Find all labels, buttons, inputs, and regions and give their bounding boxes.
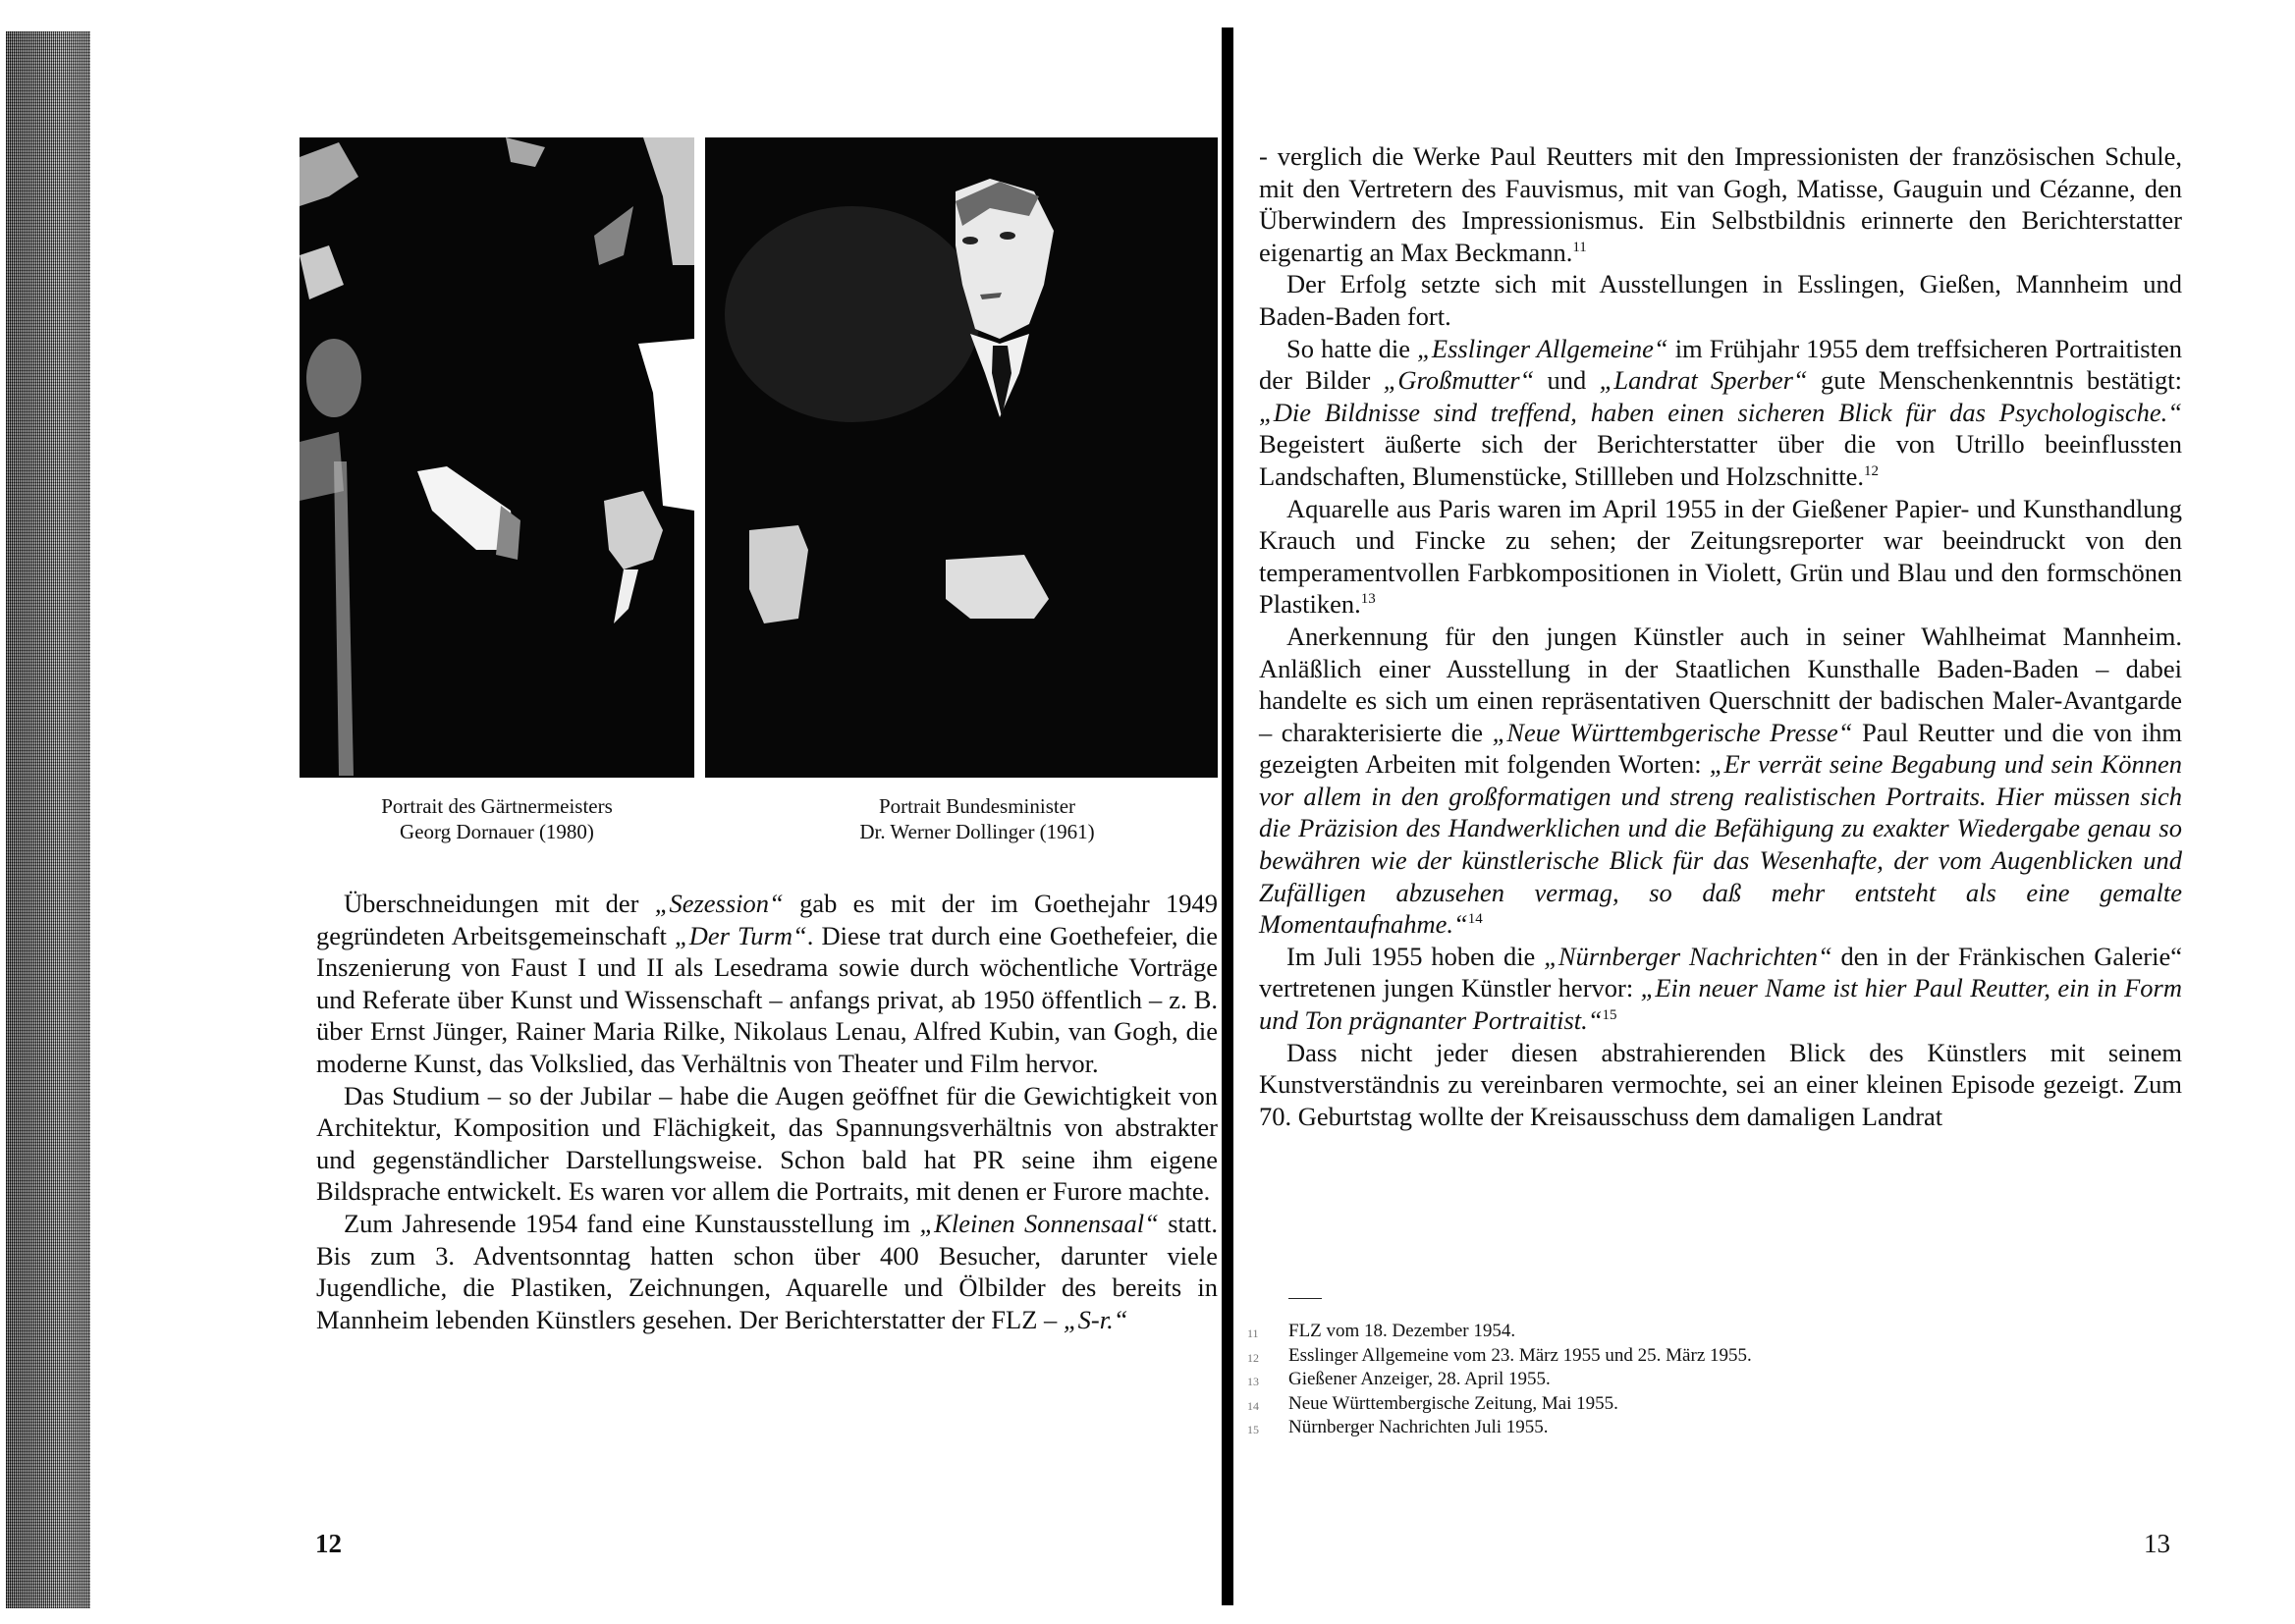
scanned-page-edge (6, 31, 90, 1608)
caption-line: Portrait des Gärtnermeisters (381, 794, 613, 818)
text-run: Dass nicht jeder diesen abstrahierenden Blick des Künstlers mit seinem Kunstverständnis zu vereinbaren vermochte, sei an einer kleinen Episode gezeigt. Zum 70. Geburtstag wollte der Kreisausschuss dem damaligen Landrat (1259, 1037, 2182, 1131)
text-run: und (1534, 365, 1600, 396)
text-run: Im Juli 1955 hoben die (1286, 941, 1545, 971)
figure-caption-right (766, 793, 1188, 844)
paragraph (316, 1208, 1218, 1335)
footnote-text: Esslinger Allgemeine vom 23. März 1955 und 25. März 1955. (1288, 1344, 1752, 1366)
text-run: . Diese trat durch eine Goethefeier, die Inszenierung von Faust I und II als Lesedrama sowie durch wöchentliche Vorträge und Referate über Kunst und Wissenschaft – anfangs privat, ab 1950 öffentlich – z. B. über Ernst Jünger, Rainer Maria Rilke, Nikolaus Lenau, Alfred Kubin, van Gogh, die moderne Kunst, das Volkslied, das Verhältnis von Theater und Film hervor. (316, 920, 1219, 1078)
text-run: Überschneidungen mit der (344, 889, 655, 918)
footnote-reference: 13 (1360, 591, 1376, 608)
footnote-number: 14 (1247, 1398, 1259, 1413)
footnote-number: 12 (1247, 1350, 1259, 1365)
text-run: den in der Fränkischen Galerie“ vertretenen jungen Künstler hervor: (1259, 941, 2182, 1003)
figure-caption-left (300, 793, 694, 844)
text-run: Zum Jahresende 1954 fand eine Kunstausstellung im (344, 1208, 920, 1238)
text-run: Begeistert äußerte sich der Berichterstatter über die von Utrillo beeinflussten Landschaften, Blumenstücke, Stillleben und Holzschnitte. (1259, 429, 2182, 491)
footnotes (1247, 1321, 1752, 1441)
text-run: - verglich die Werke Paul Reutters mit den Impressionisten der französischen Schule, mit den Vertretern des Fauvismus, mit van Gogh, Matisse, Gauguin und Cézanne, den Überwindern des Impressionismus. Ein Selbstbildnis erinnerte den Berichterstatter eigenartig an Max Beckmann. (1259, 141, 2182, 267)
paragraph (1259, 941, 2182, 1037)
text-run: gab es mit der im Goethejahr 1949 gegründeten Arbeitsgemeinschaft (316, 889, 1218, 950)
footnote-reference: 15 (1602, 1007, 1617, 1024)
text-run: Der Erfolg setzte sich mit Ausstellungen in Esslingen, Gießen, Mannheim und Baden-Baden fort. (1259, 269, 2182, 331)
footnote-text: Neue Württembergische Zeitung, Mai 1955. (1288, 1392, 1618, 1414)
portrait-image-icon (705, 137, 1218, 778)
right-page-body-text (1259, 140, 2182, 1132)
italic-quote: „Landrat Sperber“ (1599, 365, 1808, 396)
caption-line: Georg Dornauer (1980) (400, 820, 594, 843)
italic-quote: „Ein neuer Name ist hier Paul Reutter, ein in Form und Ton prägnanter Portraitist.“ (1259, 973, 2182, 1036)
footnote-separator (1288, 1298, 1322, 1299)
text-run: gute Menschenkenntnis bestätigt: (1807, 365, 2182, 396)
paragraph (1259, 493, 2182, 621)
paragraph (316, 888, 1218, 1080)
text-run: im Frühjahr 1955 dem treffsicheren Portraitisten der Bilder (1259, 333, 2182, 396)
paragraph (1259, 621, 2182, 941)
text-run: So hatte die (1286, 333, 1418, 363)
footnote-reference: 11 (1572, 239, 1587, 255)
italic-quote: „Neue Württembgerische Presse“ (1492, 717, 1853, 747)
footnote-text: Nürnberger Nachrichten Juli 1955. (1288, 1417, 1549, 1437)
italic-quote: „Kleinen Sonnensaal“ (919, 1208, 1159, 1238)
footnote-item (1247, 1345, 1752, 1370)
footnote-text: Gießener Anzeiger, 28. April 1955. (1288, 1369, 1551, 1389)
italic-quote: „Der Turm“ (674, 920, 807, 950)
portrait-photo-dornauer (300, 137, 694, 778)
text-run: Anerkennung für den jungen Künstler auch in seiner Wahlheimat Mannheim. Anläßlich einer Ausstellung in der Staatlichen Kunsthalle Baden-Baden – dabei handelte es sich um einen repräsentativen Querschnitt der badischen Maler-Avantgarde – charakterisierte die (1259, 621, 2182, 747)
footnote-item (1247, 1417, 1752, 1441)
italic-quote: „Er verrät seine Begabung und sein Können vor allem in den großformatigen und streng realistischen Portraits. Hier müssen sich die Präzision des Handwerklichen und die Befähigung zu exakter Wiedergabe genau so bewähren wie der künstlerische Blick für das Wesenhafte, der vom Augenblicken und Zufälligen abzusehen vermag, so daß mehr entsteht als eine gemalte Momentaufnahme.“ (1259, 749, 2182, 940)
paragraph (1259, 333, 2182, 493)
footnote-item (1247, 1393, 1752, 1418)
page-number-left: 12 (315, 1529, 342, 1558)
caption-line: Portrait Bundesminister (878, 794, 1076, 818)
paragraph (1259, 140, 2182, 268)
italic-quote: „Esslinger Allgemeine“ (1417, 333, 1668, 363)
left-page-body-text (316, 888, 1218, 1335)
text-run: Aquarelle aus Paris waren im April 1955 in der Gießener Papier- und Kunsthandlung Krauch und Fincke zu sehen; der Zeitungsreporter war beeindruckt von den temperamentvollen Farbkompositionen in Violett, Grün und Blau und den formschönen Plastiken. (1259, 493, 2182, 620)
paragraph (1259, 268, 2182, 332)
caption-line: Dr. Werner Dollinger (1961) (859, 820, 1095, 843)
italic-quote: „S-r.“ (1063, 1304, 1128, 1334)
footnote-reference: 14 (1467, 911, 1483, 928)
footnote-number: 11 (1247, 1326, 1259, 1340)
portrait-photo-dollinger (705, 137, 1218, 778)
text-run: Paul Reutter und die von ihm gezeigten Arbeiten mit folgenden Worten: (1259, 717, 2182, 780)
footnote-item (1247, 1369, 1752, 1393)
italic-quote: „Sezession“ (654, 889, 784, 918)
paragraph (316, 1080, 1218, 1208)
text-run: Das Studium – so der Jubilar – habe die Augen geöffnet für die Gewichtigkeit von Architektur, Komposition und Flächigkeit, das Spannungsverhältnis von abstrakter und gegenständlicher Darstellungsweise. Schon bald hat PR seine ihm eigene Bildsprache entwickelt. Es waren vor allem die Portraits, mit denen er Furore machte. (316, 1080, 1218, 1207)
footnote-item (1247, 1321, 1752, 1345)
footnote-number: 13 (1247, 1375, 1259, 1388)
italic-quote: „Nürnberger Nachrichten“ (1544, 941, 1832, 971)
portrait-image-icon (300, 137, 694, 778)
paragraph (1259, 1037, 2182, 1133)
footnote-number: 15 (1247, 1423, 1259, 1436)
footnote-text: FLZ vom 18. Dezember 1954. (1288, 1321, 1516, 1341)
book-spine-gutter (1222, 27, 1233, 1605)
footnote-reference: 12 (1863, 463, 1879, 480)
italic-quote: „Die Bildnisse sind treffend, haben einen sicheren Blick für das Psychologische.“ (1259, 397, 2182, 427)
italic-quote: „Großmutter“ (1383, 365, 1535, 396)
page-number-right: 13 (2144, 1529, 2170, 1558)
text-run: statt. Bis zum 3. Adventsonntag hatten schon über 400 Besucher, darunter viele Jugendliche, die Plastiken, Zeichnungen, Aquarelle und Ölbilder des bereits in Mannheim lebenden Künstlers gesehen. Der Berichterstatter der FLZ – (316, 1208, 1219, 1334)
